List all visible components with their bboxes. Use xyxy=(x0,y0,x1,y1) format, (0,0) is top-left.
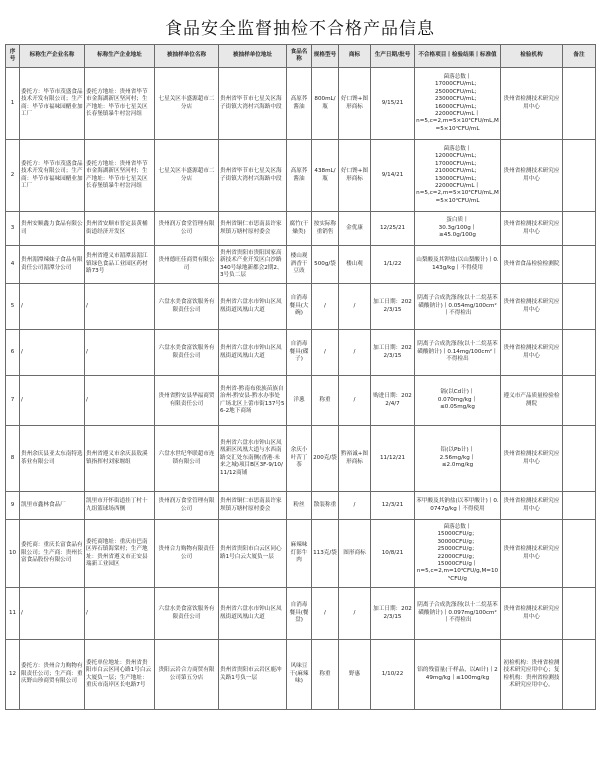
cell-seq: 3 xyxy=(6,212,20,246)
cell-manufacturer-address: / xyxy=(85,376,155,426)
cell-seq: 5 xyxy=(6,284,20,330)
cell-note xyxy=(563,140,596,212)
cell-spec: / xyxy=(312,330,339,376)
header-cell: 检验机构 xyxy=(501,45,563,68)
cell-manufacturer-address: 委托商地址：重庆市巴南区界石镇海棠村；生产地址：贵州省遵义市正安县瑞新工业园区 xyxy=(85,520,155,588)
cell-spec: 散装称重 xyxy=(312,492,339,520)
cell-sampled-unit: 七星关区丰盛源超市二分店 xyxy=(155,68,219,140)
cell-food-name: 楼山观酒香干豆豉 xyxy=(287,246,312,284)
cell-manufacturer: 委托方：毕节市茂盛食品技术开发有限公司；生产商：毕节市福味园醋业加工厂 xyxy=(20,140,85,212)
cell-brand: 好口馋+图形商标 xyxy=(339,140,371,212)
cell-sampled-address: 贵州省六盘水市钟山区凤凰街道凤凰山大道 xyxy=(219,284,287,330)
cell-brand: / xyxy=(339,588,371,640)
cell-note xyxy=(563,330,596,376)
cell-spec: 438mL/瓶 xyxy=(312,140,339,212)
cell-seq: 12 xyxy=(6,640,20,710)
cell-manufacturer-address: 委托方地址：贵州省毕节市金海湖新区坚河村；生产地址：毕节市七星关区长春堡镇暴牛村岔河组 xyxy=(85,68,155,140)
cell-spec: / xyxy=(312,588,339,640)
header-cell: 标称生产企业地址 xyxy=(85,45,155,68)
cell-sampled-address: 贵州省六盘水市钟山区凤凰街道凤凰山大道 xyxy=(219,588,287,640)
cell-note xyxy=(563,588,596,640)
cell-sampled-unit: 贵州省黔安县华福商贸有限责任公司 xyxy=(155,376,219,426)
cell-failed-item: 菌落总数丨 17000CFU/mL； 25000CFU/mL； 23000CFU/mL； 16000CFU/mL； 22000CFU/mL丨 n=5,c=2,m=5×10³CFU/mL,M=5×10⁴CFU/mL xyxy=(415,68,501,140)
cell-spec: / xyxy=(312,284,339,330)
cell-sampled-unit: 六盘水世纪华联超市连锁有限公司 xyxy=(155,426,219,492)
cell-failed-item: 铝的残留量(干样品，以Al计)丨249mg/kg丨≤100mg/kg xyxy=(415,640,501,710)
header-cell: 序号 xyxy=(6,45,20,68)
cell-date: 11/12/21 xyxy=(371,426,415,492)
cell-manufacturer: 委托方：毕节市茂盛食品技术开发有限公司；生产商：毕节市福味园醋业加工厂 xyxy=(20,68,85,140)
cell-sampled-unit: 六盘水美食富饮服务有限责任公司 xyxy=(155,284,219,330)
cell-brand: / xyxy=(339,284,371,330)
cell-lab: 贵州省检测技术研究应用中心 xyxy=(501,212,563,246)
table-row xyxy=(6,492,596,520)
cell-brand: / xyxy=(339,376,371,426)
cell-date: 12/25/21 xyxy=(371,212,415,246)
cell-sampled-address: 贵州省-黔南布依族苗族自治州-黔安县-黔水办事处广场北区上蕾市街137号56-2地下商场 xyxy=(219,376,287,426)
cell-date: 9/15/21 xyxy=(371,68,415,140)
header-cell: 商标 xyxy=(339,45,371,68)
header-row xyxy=(6,45,596,68)
table-row xyxy=(6,520,596,588)
cell-manufacturer: 贵州余庆县亚太东南特选茶业有限公司 xyxy=(20,426,85,492)
cell-seq: 6 xyxy=(6,330,20,376)
cell-food-name: 麻辣味灯影牛肉 xyxy=(287,520,312,588)
cell-manufacturer: / xyxy=(20,284,85,330)
cell-lab: 贵州省检测技术研究应用中心 xyxy=(501,588,563,640)
cell-sampled-address: 贵州省毕节市七星关区海子街镇大湾村兴海路中段 xyxy=(219,68,287,140)
cell-spec: 称重 xyxy=(312,640,339,710)
cell-note xyxy=(563,284,596,330)
table-body xyxy=(6,68,596,710)
cell-lab: 贵州省食品检验检测院 xyxy=(501,246,563,284)
cell-seq: 10 xyxy=(6,520,20,588)
table-row xyxy=(6,588,596,640)
table-row xyxy=(6,376,596,426)
cell-sampled-unit: 贵阳云岩合力商贸有限公司第五分店 xyxy=(155,640,219,710)
cell-sampled-address: 贵州省六盘水市钟山区凤凰新区凤凰大道与水西南路交汇处东南侧(香港·未来之城)项目B区3F-9/10/11/12商铺 xyxy=(219,426,287,492)
cell-food-name: 高原荞酱油 xyxy=(287,140,312,212)
cell-note xyxy=(563,520,596,588)
table-row xyxy=(6,68,596,140)
cell-food-name: 高原荞酱油 xyxy=(287,68,312,140)
cell-food-name: 腐竹(干燥类) xyxy=(287,212,312,246)
header-cell: 食品名称 xyxy=(287,45,312,68)
table-row xyxy=(6,212,596,246)
cell-note xyxy=(563,426,596,492)
cell-failed-item: 苯甲酸及其钠盐(以苯甲酸计)丨0.0747g/kg丨不得使用 xyxy=(415,492,501,520)
cell-sampled-address: 贵州省贵阳市白云区同心路1号白云大厦负一层 xyxy=(219,520,287,588)
cell-note xyxy=(563,376,596,426)
cell-spec: 按实际称重销售 xyxy=(312,212,339,246)
table-row xyxy=(6,640,596,710)
cell-note xyxy=(563,212,596,246)
cell-sampled-address: 贵州省贵阳市贵阳国家高新技术产业开发区白沙路340号绿地新都会2期2、3号负二层 xyxy=(219,246,287,284)
cell-failed-item: 铅(以Pb计)丨 2.56mg/kg丨 ≤2.0mg/kg xyxy=(415,426,501,492)
cell-seq: 11 xyxy=(6,588,20,640)
cell-lab: 贵州省检测技术研究应用中心 xyxy=(501,284,563,330)
cell-food-name: 风味豆干(麻辣味) xyxy=(287,640,312,710)
cell-brand: 金优康 xyxy=(339,212,371,246)
header-cell: 被抽样单位地址 xyxy=(219,45,287,68)
cell-manufacturer-address: / xyxy=(85,330,155,376)
cell-lab: 贵州省检测技术研究应用中心 xyxy=(501,68,563,140)
cell-date: 加工日期：2022/3/15 xyxy=(371,284,415,330)
cell-failed-item: 阴离子合成洗涤剂(以十二烷基苯磺酸钠计)丨0.14mg/100cm²丨不得检出 xyxy=(415,330,501,376)
cell-sampled-unit: 贵州润万食堂管理有限公司 xyxy=(155,492,219,520)
cell-seq: 4 xyxy=(6,246,20,284)
header-cell: 规格型号 xyxy=(312,45,339,68)
cell-failed-item: 菌落总数丨 15000CFU/g； 30000CFU/g； 25000CFU/g； 22000CFU/g； 15000CFU/g丨 n=5,c=2,m=10⁴CFU/g,M=10⁵CFU/g xyxy=(415,520,501,588)
cell-manufacturer-address: 凯里市开怀街道挂丁村十九组篮球场西侧 xyxy=(85,492,155,520)
cell-note xyxy=(563,640,596,710)
cell-food-name: 自消毒餐具(碟子) xyxy=(287,330,312,376)
cell-food-name: 粉丝 xyxy=(287,492,312,520)
table-row xyxy=(6,140,596,212)
cell-seq: 9 xyxy=(6,492,20,520)
cell-lab: 贵州省检测技术研究应用中心 xyxy=(501,140,563,212)
cell-lab: 贵州省检测技术研究应用中心 xyxy=(501,330,563,376)
cell-date: 12/3/21 xyxy=(371,492,415,520)
cell-manufacturer-address: / xyxy=(85,588,155,640)
table-row xyxy=(6,426,596,492)
cell-food-name: 余庆小叶苦丁茶 xyxy=(287,426,312,492)
cell-note xyxy=(563,246,596,284)
cell-lab: 贵州省检测技术研究应用中心 xyxy=(501,492,563,520)
cell-brand: 黔裕诚+图形商标 xyxy=(339,426,371,492)
header-cell: 备注 xyxy=(563,45,596,68)
cell-sampled-address: 贵州省六盘水市钟山区凤凰街道凤凰山大道 xyxy=(219,330,287,376)
cell-sampled-unit: 六盘水美食富饮服务有限责任公司 xyxy=(155,330,219,376)
cell-manufacturer-address: 贵州省安顺市普定县黄桶街道经济开发区 xyxy=(85,212,155,246)
table-row xyxy=(6,284,596,330)
cell-brand: / xyxy=(339,330,371,376)
cell-sampled-unit: 六盘水美食富饮服务有限责任公司 xyxy=(155,588,219,640)
cell-manufacturer: 贵州湄潭辣妹子食品有限责任公司湄潭分公司 xyxy=(20,246,85,284)
cell-sampled-address: 贵州省铜仁市思南县许家坝镇万塘村原村委会 xyxy=(219,212,287,246)
cell-sampled-unit: 七星关区丰盛源超市二分店 xyxy=(155,140,219,212)
cell-sampled-address: 贵州省铜仁市思南县许家坝镇万塘村原村委会 xyxy=(219,492,287,520)
cell-lab: 遵义市产品质量检验检测院 xyxy=(501,376,563,426)
cell-manufacturer: / xyxy=(20,330,85,376)
table-row xyxy=(6,330,596,376)
cell-lab: 贵州省检测技术研究应用中心 xyxy=(501,426,563,492)
cell-date: 1/10/22 xyxy=(371,640,415,710)
product-table xyxy=(5,44,596,710)
table-row xyxy=(6,246,596,284)
cell-date: 加工日期：2022/3/15 xyxy=(371,588,415,640)
cell-spec: 200克/袋 xyxy=(312,426,339,492)
header-cell: 被抽样单位名称 xyxy=(155,45,219,68)
cell-seq: 7 xyxy=(6,376,20,426)
cell-manufacturer-address: 委托单位地址：贵州省贵阳市白云区同心路1号白云大厦负一层；生产地址：重庆市南岸区长电路7号 xyxy=(85,640,155,710)
cell-manufacturer: 凯里市鑫林食品厂 xyxy=(20,492,85,520)
cell-date: 加工日期：2022/3/15 xyxy=(371,330,415,376)
cell-seq: 1 xyxy=(6,68,20,140)
cell-manufacturer-address: 委托方地址：贵州省毕节市金海湖新区坚河村；生产地址：毕节市七星关区长春堡镇暴牛村岔河组 xyxy=(85,140,155,212)
cell-food-name: 自消毒餐具(大碗) xyxy=(287,284,312,330)
page-title: 食品安全监督抽检不合格产品信息 xyxy=(165,19,435,39)
cell-lab: 贵州省检测技术研究应用中心 xyxy=(501,520,563,588)
cell-brand: 楼山观 xyxy=(339,246,371,284)
cell-sampled-unit: 贵州合力购物有限责任公司 xyxy=(155,520,219,588)
cell-lab: 初检机构：贵州省检测技术研究应用中心；复检机构：贵州省检测技术研究应用中心。 xyxy=(501,640,563,710)
cell-failed-item: 阴离子合成洗涤剂(以十二烷基苯磺酸钠计)丨0.054mg/100cm²丨不得检出 xyxy=(415,284,501,330)
cell-seq: 2 xyxy=(6,140,20,212)
header-cell: 生产日期/批号 xyxy=(371,45,415,68)
cell-spec: 800mL/瓶 xyxy=(312,68,339,140)
cell-manufacturer: 委托方：贵州合力购物有限责任公司；生产商：重庆野山珍商贸有限公司 xyxy=(20,640,85,710)
cell-brand: 图形商标 xyxy=(339,520,371,588)
cell-brand: 野惠 xyxy=(339,640,371,710)
header-cell: 不合格项目丨检验结果丨标准值 xyxy=(415,45,501,68)
cell-date: 9/14/21 xyxy=(371,140,415,212)
cell-manufacturer-address: 贵州省遵义市湄潭县湄江镇绿色食品工业园区药材路73号 xyxy=(85,246,155,284)
cell-food-name: 洋葱 xyxy=(287,376,312,426)
cell-brand: 好口馋+图形商标 xyxy=(339,68,371,140)
cell-seq: 8 xyxy=(6,426,20,492)
cell-manufacturer: / xyxy=(20,588,85,640)
cell-failed-item: 阴离子合成洗涤剂(以十二烷基苯磺酸钠计)丨0.097mg/100cm²丨不得检出 xyxy=(415,588,501,640)
cell-manufacturer: / xyxy=(20,376,85,426)
cell-manufacturer: 委托商：重庆长富食品有限公司；生产商：贵州长富食品股份有限公司 xyxy=(20,520,85,588)
cell-sampled-address: 贵州省毕节市七星关区海子街镇大湾村兴海路中段 xyxy=(219,140,287,212)
cell-manufacturer: 贵州安顺鑫力食品有限公司 xyxy=(20,212,85,246)
cell-date: 1/1/22 xyxy=(371,246,415,284)
cell-note xyxy=(563,68,596,140)
header-cell: 标称生产企业名称 xyxy=(20,45,85,68)
cell-spec: 113克/袋 xyxy=(312,520,339,588)
cell-failed-item: 蛋白质丨 30.3g/100g丨 ≥45.0g/100g xyxy=(415,212,501,246)
cell-brand: / xyxy=(339,492,371,520)
cell-note xyxy=(563,492,596,520)
cell-failed-item: 山梨酸及其钾盐(以山梨酸计)丨0.143g/kg丨不得使用 xyxy=(415,246,501,284)
cell-sampled-address: 贵州省贵阳市云岩区鹿冲关路1号负一层 xyxy=(219,640,287,710)
cell-sampled-unit: 贵州润万食堂管理有限公司 xyxy=(155,212,219,246)
cell-date: 10/8/21 xyxy=(371,520,415,588)
cell-failed-item: 菌落总数丨 12000CFU/mL； 17000CFU/mL； 21000CFU/mL； 13000CFU/mL； 22000CFU/mL丨 n=5,c=2,m=5×10³CFU/mL,M=5×10⁴CFU/mL xyxy=(415,140,501,212)
cell-failed-item: 镉(以Cd计)丨 0.070mg/kg丨 ≤0.05mg/kg xyxy=(415,376,501,426)
cell-spec: 称重 xyxy=(312,376,339,426)
cell-manufacturer-address: 贵州省遵义市余庆县敖溪镇指挥村刘家堰组 xyxy=(85,426,155,492)
cell-food-name: 自消毒餐具(餐盘) xyxy=(287,588,312,640)
cell-spec: 500g/袋 xyxy=(312,246,339,284)
cell-date: 购进日期：2022/4/7 xyxy=(371,376,415,426)
cell-manufacturer-address: / xyxy=(85,284,155,330)
cell-sampled-unit: 贵州德旺佳商贸有限公司 xyxy=(155,246,219,284)
